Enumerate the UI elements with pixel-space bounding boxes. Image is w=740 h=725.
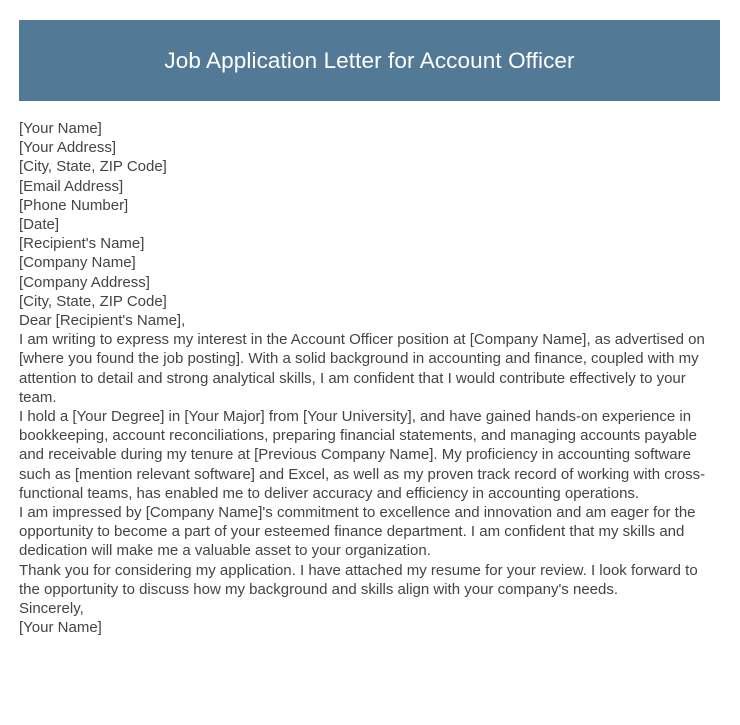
signature-name-line: [Your Name] [19, 619, 102, 637]
document-header-banner [19, 20, 720, 101]
page-title: Job Application Letter for Account Officer [164, 48, 575, 73]
sender-phone-line: [Phone Number] [19, 196, 129, 214]
sender-email-line: [Email Address] [19, 177, 124, 195]
date-line: [Date] [19, 216, 60, 234]
sender-address-block [19, 119, 714, 215]
sender-name-line: [Your Name] [19, 120, 102, 137]
document-page [0, 20, 740, 725]
recipient-city-state-zip-line: [City, State, ZIP Code] [19, 292, 167, 310]
sender-address-line: [Your Address] [19, 139, 117, 157]
sender-city-state-zip-line: [City, State, ZIP Code] [19, 158, 167, 176]
body-paragraph-3: I am impressed by [Company Name]'s commitment to excellence and innovation and am eager for the opportunity to become a part of your esteemed finance department. I am confident that my skills and dedication will make me a valuable asset to your organization. [19, 504, 696, 560]
body-paragraph-1: I am writing to express my interest in the Account Officer position at [Company Name], as advertised on [where you found the job posting]. With a solid background in accounting and finance, coupled with my attention to detail and strong analytical skills, I am confident that I would contribute effectively to your team. [19, 331, 705, 406]
salutation-line: Dear [Recipient's Name], [19, 312, 186, 330]
recipient-company-address-line: [Company Address] [19, 273, 150, 291]
recipient-address-block [19, 234, 714, 311]
body-paragraph-4: Thank you for considering my application. I have attached my resume for your review. I look forward to the opportunity to discuss how my background and skills align with your company's needs. [19, 561, 698, 598]
body-paragraph-2: I hold a [Your Degree] in [Your Major] from [Your University], and have gained hands-on experience in bookkeeping, account reconciliations, preparing financial statements, and managing accounts payable and receivable during my tenure at [Previous Company Name]. My proficiency in accounting software such as [mention relevant software] and Excel, as well as my proven track record of working with cross-functional teams, has enabled me to deliver accuracy and efficiency in accounting operations. [19, 408, 706, 502]
closing-line: Sincerely, [19, 600, 84, 618]
recipient-company-line: [Company Name] [19, 254, 136, 272]
letter-content [0, 101, 740, 637]
recipient-name-line: [Recipient's Name] [19, 235, 145, 253]
